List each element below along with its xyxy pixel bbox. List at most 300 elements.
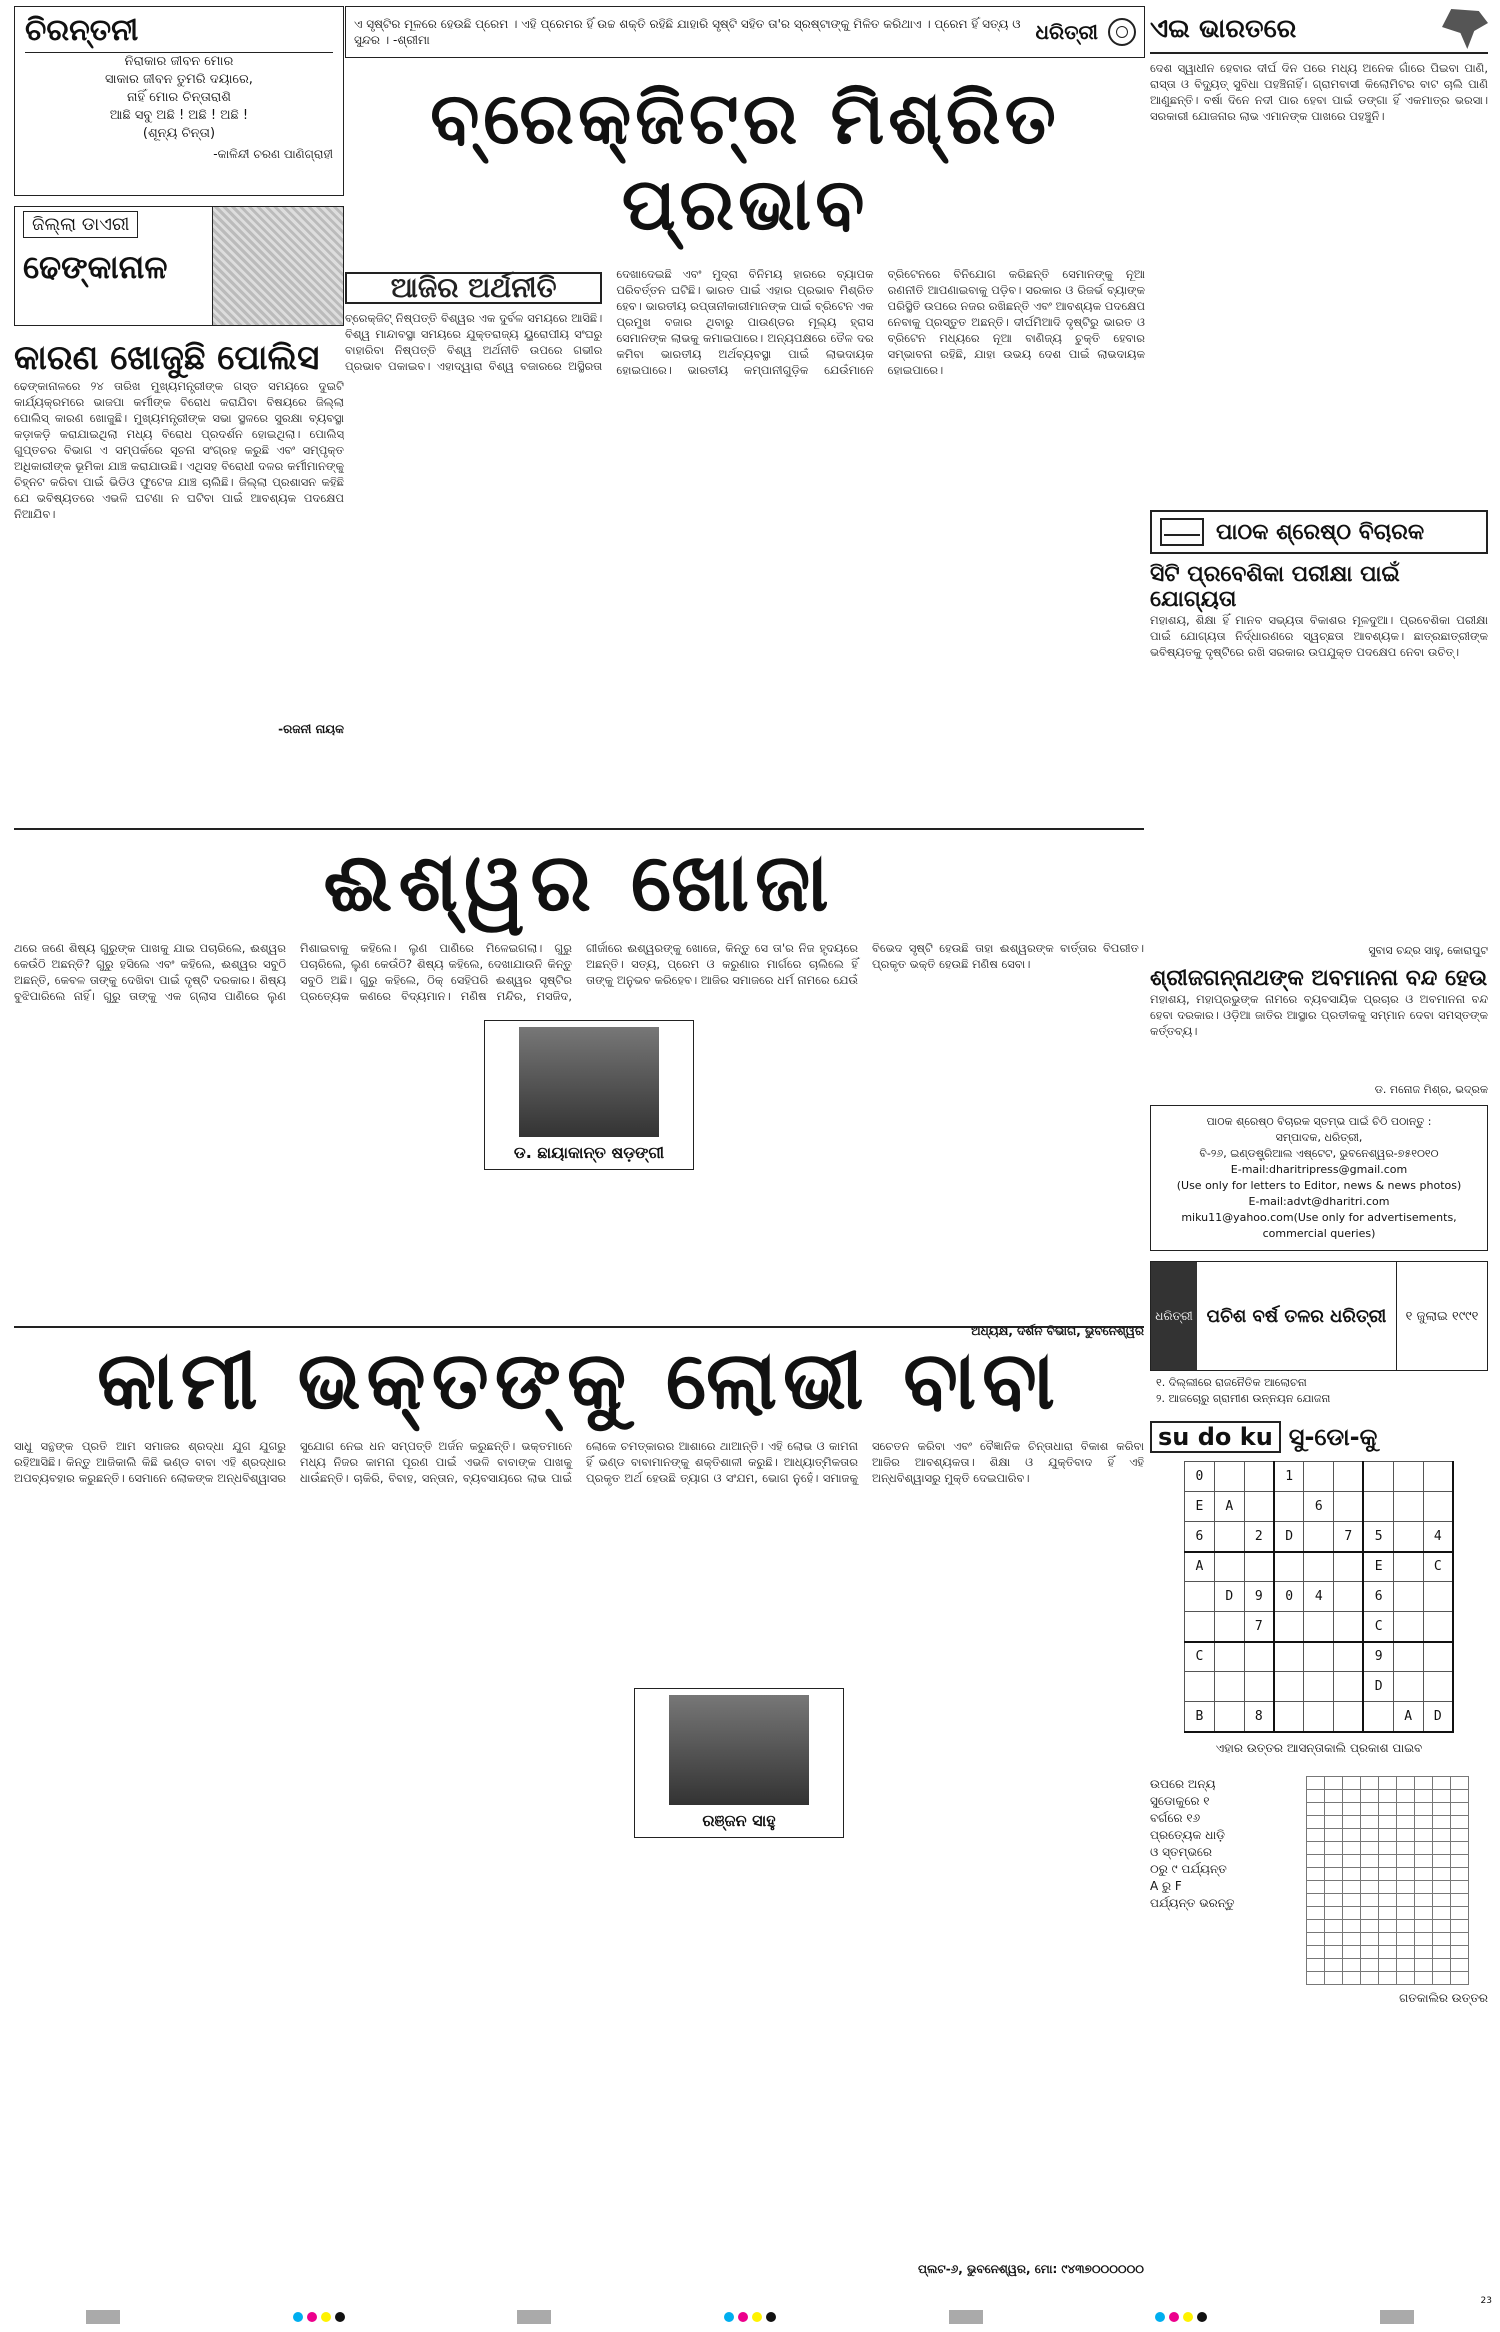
bottom-headline: କାମୀ ଭକ୍ତଙ୍କୁ ଲୋଭୀ ବାବା <box>97 1334 1061 1427</box>
poem-line: ସାକାର ଜୀବନ ତୁମରି ଦୟାରେ, <box>105 72 253 87</box>
address-line: ସମ୍ପାଦକ, ଧରିତ୍ରୀ, <box>1275 1131 1363 1144</box>
solution-cell <box>1379 1893 1397 1906</box>
solution-cell <box>1397 1971 1415 1984</box>
solution-cell <box>1379 1802 1397 1815</box>
wheel-icon <box>1108 18 1136 46</box>
author-address: ପ୍ଲଟ-୬, ଭୁବନେଶ୍ୱର, ମୋ: ୯୪୩୭୦୦୦୦୦୦ <box>918 2262 1144 2276</box>
solution-row <box>1307 1919 1469 1932</box>
sudoku-row <box>1185 1612 1454 1642</box>
sudoku-cell: 6 <box>1304 1492 1334 1522</box>
sudoku-cell <box>1423 1672 1453 1702</box>
solution-cell <box>1415 1854 1433 1867</box>
author-card <box>484 1020 694 1170</box>
poem-source: (ଶୂନ୍ୟ ଚିନ୍ତା) <box>142 126 216 141</box>
sudoku-row <box>1185 1492 1454 1522</box>
solution-cell <box>1397 1893 1415 1906</box>
sudoku-cell <box>1423 1642 1453 1672</box>
solution-row <box>1307 1971 1469 1984</box>
solution-row <box>1307 1932 1469 1945</box>
solution-cell <box>1325 1958 1343 1971</box>
solution-cell <box>1451 1841 1469 1854</box>
solution-cell <box>1415 1932 1433 1945</box>
sudoku-cell <box>1393 1672 1423 1702</box>
sudoku-cell: D <box>1214 1582 1244 1612</box>
sudoku-cell <box>1244 1642 1274 1672</box>
sudoku-cell <box>1214 1522 1244 1552</box>
sudoku-cell: D <box>1274 1522 1304 1552</box>
email-link[interactable]: E-mail:advt@dharitri.com <box>1248 1195 1390 1208</box>
solution-cell <box>1397 1802 1415 1815</box>
sudoku-cell <box>1274 1552 1304 1582</box>
sudoku-cell: 6 <box>1185 1522 1215 1552</box>
solution-row <box>1307 1828 1469 1841</box>
solution-cell <box>1361 1945 1379 1958</box>
solution-cell <box>1379 1971 1397 1984</box>
clue-line: ପ୍ରତ୍ୟେକ ଧାଡ଼ି <box>1150 1827 1225 1842</box>
solution-cell <box>1415 1971 1433 1984</box>
solution-cell <box>1325 1841 1343 1854</box>
solution-cell <box>1343 1932 1361 1945</box>
solution-cell <box>1379 1789 1397 1802</box>
address-line: ପାଠକ ଶ୍ରେଷ୍ଠ ବିଚାରକ ସ୍ତମ୍ଭ ପାଇଁ ଚିଠି ପଠାନ୍ତୁ : <box>1206 1115 1432 1128</box>
quote-text: ଏ ସୃଷ୍ଟିର ମୂଳରେ ହେଉଛି ପ୍ରେମ । ଏହି ପ୍ରେମର ହିଁ ଉଚ୍ଚ ଶକ୍ତି ରହିଛି ଯାହାରି ସୃଷ୍ଟି ସହିତ ତା'ର ସ୍ରଷ୍ଟାଙ୍କୁ ମିଳିତ କରିଥାଏ । ପ୍ରେମ ହିଁ ସତ୍ୟ ଓ ସୁନ୍ଦର । <box>354 17 1021 47</box>
page-number: 23 <box>1480 2296 1492 2306</box>
solution-cell <box>1397 1906 1415 1919</box>
solution-cell <box>1361 1880 1379 1893</box>
solution-cell <box>1397 1919 1415 1932</box>
sudoku-cell <box>1334 1492 1364 1522</box>
solution-cell <box>1325 1906 1343 1919</box>
solution-cell <box>1415 1841 1433 1854</box>
solution-cell <box>1343 1906 1361 1919</box>
solution-cell <box>1433 1867 1451 1880</box>
email-link[interactable]: E-mail:dharitripress@gmail.com <box>1230 1163 1408 1176</box>
sudoku-cell <box>1423 1612 1453 1642</box>
sudoku-cell <box>1393 1492 1423 1522</box>
solution-cell <box>1343 1958 1361 1971</box>
solution-cell <box>1307 1958 1325 1971</box>
letters-address-box <box>1150 1105 1488 1251</box>
top-headline: ବ୍ରେକ୍‌ଜିଟ୍‌ର ମିଶ୍ରିତ ପ୍ରଭାବ <box>430 76 1060 246</box>
sudoku-cell: A <box>1185 1552 1215 1582</box>
archive-list <box>1150 1371 1488 1411</box>
solution-cell <box>1397 1789 1415 1802</box>
solution-cell <box>1433 1919 1451 1932</box>
sudoku-cell <box>1334 1462 1364 1492</box>
solution-cell <box>1361 1919 1379 1932</box>
sudoku-cell <box>1214 1642 1244 1672</box>
solution-row <box>1307 1802 1469 1815</box>
bottom-article-body: ସାଧୁ ସନ୍ଥଙ୍କ ପ୍ରତି ଆମ ସମାଜର ଶ୍ରଦ୍ଧା ଯୁଗ ଯୁଗରୁ ରହିଆସିଛି। କିନ୍ତୁ ଆଜିକାଲି କିଛି ଭଣ୍ଡ ବାବା ଏହି ଶ୍ରଦ୍ଧାର ଅପବ୍ୟବହାର କରୁଛନ୍ତି। ସେମାନେ ଲୋକଙ୍କ ଅନ୍ଧବିଶ୍ୱାସର ସୁଯୋଗ ନେଇ ଧନ ସମ୍ପତ୍ତି ଅର୍ଜନ କରୁଛନ୍ତି। ଭକ୍ତମାନେ ମଧ୍ୟ ନିଜର କାମନା ପୂରଣ ପାଇଁ ଏଭଳି ବାବାଙ୍କ ପାଖକୁ ଧାଉଁଛନ୍ତି। ଚାକିରି, ବିବାହ, ସନ୍ତାନ, ବ୍ୟବସାୟରେ ଲାଭ ପାଇଁ ଲୋକେ ଚମତ୍କାରର ଆଶାରେ ଥାଆନ୍ତି। ଏହି ଲୋଭ ଓ କାମନା ହିଁ ଭଣ୍ଡ ବାବାମାନଙ୍କୁ ଶକ୍ତିଶାଳୀ କରୁଛି। ଆଧ୍ୟାତ୍ମିକତାର ପ୍ରକୃତ ଅର୍ଥ ହେଉଛି ତ୍ୟାଗ ଓ ସଂଯମ, ଭୋଗ ନୁହେଁ। ସମାଜକୁ ସଚେତନ କରିବା ଏବଂ ବୈଜ୍ଞାନିକ ଚିନ୍ତାଧାରା ବିକାଶ କରିବା ଆଜିର ଆବଶ୍ୟକତା। ଶିକ୍ଷା ଓ ଯୁକ୍ତିବାଦ ହିଁ ଏହି ଅନ୍ଧବିଶ୍ୱାସରୁ ମୁକ୍ତି ଦେଇପାରିବ। <box>14 1439 1144 1485</box>
letter-title: ଶ୍ରୀଜଗନ୍ନାଥଙ୍କ ଅବମାନନା ବନ୍ଦ ହେଉ <box>1150 966 1488 991</box>
solution-cell <box>1415 1828 1433 1841</box>
sudoku-cell: 0 <box>1185 1462 1215 1492</box>
solution-row <box>1307 1789 1469 1802</box>
district-news-headline: କାରଣ ଖୋଜୁଛି ପୋଲିସ <box>14 338 320 378</box>
right-section-title: ଏଇ ଭାରତରେ <box>1150 13 1297 44</box>
sudoku-cell: 4 <box>1304 1582 1334 1612</box>
solution-cell <box>1343 1945 1361 1958</box>
solution-cell <box>1451 1893 1469 1906</box>
sudoku-cell <box>1393 1642 1423 1672</box>
solution-cell <box>1451 1789 1469 1802</box>
sudoku-cell <box>1423 1492 1453 1522</box>
solution-cell <box>1379 1880 1397 1893</box>
diary-place: ଢେଙ୍କାନାଳ <box>23 248 168 286</box>
solution-cell <box>1433 1971 1451 1984</box>
sudoku-cell <box>1393 1612 1423 1642</box>
sudoku-cell: E <box>1363 1552 1393 1582</box>
archive-item: ୨. ଆଜଚୋରୁ ଗ୍ରାମୀଣ ଉନ୍ନୟନ ଯୋଜନା <box>1156 1392 1331 1405</box>
solution-cell <box>1433 1802 1451 1815</box>
solution-cell <box>1433 1932 1451 1945</box>
masthead-logo: ଧରିତ୍ରୀ <box>1035 20 1098 44</box>
clue-line: ସୁଡୋକୁରେ ୧ <box>1150 1793 1210 1808</box>
author-address: ଅଧ୍ୟକ୍ଷ, ଦର୍ଶନ ବିଭାଗ, ଭୁବନେଶ୍ୱର <box>971 1324 1144 1338</box>
solution-cell <box>1361 1906 1379 1919</box>
solution-cell <box>1415 1906 1433 1919</box>
solution-cell <box>1343 1776 1361 1789</box>
sudoku-cell <box>1304 1642 1334 1672</box>
solution-cell <box>1361 1841 1379 1854</box>
solution-cell <box>1343 1893 1361 1906</box>
solution-cell <box>1415 1789 1433 1802</box>
sudoku-row <box>1185 1462 1454 1492</box>
sudoku-row <box>1185 1672 1454 1702</box>
sudoku-cell <box>1214 1462 1244 1492</box>
solution-cell <box>1397 1932 1415 1945</box>
india-map-icon <box>1442 9 1488 49</box>
solution-row <box>1307 1945 1469 1958</box>
print-mark <box>517 2310 551 2324</box>
sudoku-cell: 9 <box>1244 1582 1274 1612</box>
solution-cell <box>1343 1802 1361 1815</box>
sudoku-cell <box>1304 1702 1334 1732</box>
sudoku-cell <box>1214 1612 1244 1642</box>
print-mark <box>86 2310 120 2324</box>
sudoku-row <box>1185 1522 1454 1552</box>
middle-article-body: ଥରେ ଜଣେ ଶିଷ୍ୟ ଗୁରୁଙ୍କ ପାଖକୁ ଯାଇ ପଚାରିଲେ, ଈଶ୍ୱର କେଉଁଠି ଅଛନ୍ତି? ଗୁରୁ ହସିଲେ ଏବଂ କହିଲେ, ଈଶ୍ୱର ସବୁଠି ଅଛନ୍ତି, କେବଳ ତାଙ୍କୁ ଦେଖିବା ପାଇଁ ଦୃଷ୍ଟି ଦରକାର। ଶିଷ୍ୟ ବୁଝିପାରିଲେ ନାହିଁ। ଗୁରୁ ତାଙ୍କୁ ଏକ ଗ୍ଲାସ ପାଣିରେ ଲୁଣ ମିଶାଇବାକୁ କହିଲେ। ଲୁଣ ପାଣିରେ ମିଳେଇଗଲା। ଗୁରୁ ପଚାରିଲେ, ଲୁଣ କେଉଁଠି? ଶିଷ୍ୟ କହିଲେ, ଦେଖାଯାଉନି କିନ୍ତୁ ସବୁଠି ଅଛି। ଗୁରୁ କହିଲେ, ଠିକ୍ ସେହିପରି ଈଶ୍ୱର ସୃଷ୍ଟିର ପ୍ରତ୍ୟେକ କଣରେ ବିଦ୍ୟମାନ। ମଣିଷ ମନ୍ଦିର, ମସଜିଦ, ଗୀର୍ଜାରେ ଈଶ୍ୱରଙ୍କୁ ଖୋଜେ, କିନ୍ତୁ ସେ ତା'ର ନିଜ ହୃଦୟରେ ଅଛନ୍ତି। ସତ୍ୟ, ପ୍ରେମ ଓ କରୁଣାର ମାର୍ଗରେ ଚାଲିଲେ ହିଁ ତାଙ୍କୁ ଅନୁଭବ କରିହେବ। ଆଜିର ସମାଜରେ ଧର୍ମ ନାମରେ ଯେଉଁ ବିଭେଦ ସୃଷ୍ଟି ହେଉଛି ତାହା ଈଶ୍ୱରଙ୍କ ବାର୍ତ୍ତାର ବିପରୀତ। ପ୍ରକୃତ ଭକ୍ତି ହେଉଛି ମଣିଷ ସେବା। <box>14 941 1144 1003</box>
solution-row <box>1307 1854 1469 1867</box>
quote-author: -ଶ୍ରୀମା <box>393 33 430 47</box>
solution-cell <box>1325 1815 1343 1828</box>
solution-cell <box>1343 1854 1361 1867</box>
solution-cell <box>1361 1776 1379 1789</box>
right-column <box>1150 6 1488 2006</box>
address-line: (Use only for letters to Editor, news & news photos) <box>1176 1179 1462 1192</box>
solution-cell <box>1379 1919 1397 1932</box>
sudoku-cell: 8 <box>1244 1702 1274 1732</box>
sudoku-cell <box>1363 1462 1393 1492</box>
archive-logo: ଧରିତ୍ରୀ <box>1151 1262 1197 1370</box>
archive-label: ପଚିଶ ବର୍ଷ ତଳର ଧରିତ୍ରୀ <box>1197 1262 1397 1370</box>
sudoku-cell <box>1214 1552 1244 1582</box>
solution-cell <box>1415 1893 1433 1906</box>
quote-strip <box>345 6 1145 58</box>
sudoku-cell <box>1304 1522 1334 1552</box>
solution-cell <box>1433 1776 1451 1789</box>
author-photo <box>519 1027 659 1137</box>
bottom-article <box>14 1326 1144 2277</box>
address-line: ବି-୨୬, ଇଣ୍ଡଷ୍ଟ୍ରିଆଲ ଏଷ୍ଟେଟ, ଭୁବନେଶ୍ୱର-୭୫୧୦୧୦ <box>1199 1147 1439 1160</box>
sudoku-row <box>1185 1702 1454 1732</box>
sudoku-cell <box>1423 1582 1453 1612</box>
sudoku-cell: E <box>1185 1492 1215 1522</box>
sudoku-cell <box>1185 1582 1215 1612</box>
solution-cell <box>1325 1867 1343 1880</box>
archive-date: ୧ ଜୁଲାଇ ୧୯୯୧ <box>1405 1308 1479 1324</box>
sudoku-cell <box>1334 1552 1364 1582</box>
solution-cell <box>1397 1945 1415 1958</box>
solution-cell <box>1397 1828 1415 1841</box>
solution-cell <box>1361 1828 1379 1841</box>
solution-cell <box>1451 1828 1469 1841</box>
solution-cell <box>1433 1854 1451 1867</box>
print-registration-marks <box>0 2306 1500 2328</box>
sudoku-brand: su do ku <box>1150 1421 1281 1453</box>
solution-cell <box>1361 1958 1379 1971</box>
solution-cell <box>1397 1880 1415 1893</box>
sudoku-cell <box>1304 1552 1334 1582</box>
solution-row <box>1307 1815 1469 1828</box>
sudoku-cell <box>1244 1462 1274 1492</box>
solution-cell <box>1415 1867 1433 1880</box>
solution-cell <box>1451 1906 1469 1919</box>
sudoku-cell <box>1334 1672 1364 1702</box>
letters-banner <box>1150 510 1488 554</box>
sudoku-cell: 1 <box>1274 1462 1304 1492</box>
solution-cell <box>1361 1802 1379 1815</box>
solution-cell <box>1397 1854 1415 1867</box>
sudoku-cell <box>1363 1702 1393 1732</box>
solution-cell <box>1361 1893 1379 1906</box>
right-section-body: ଦେଶ ସ୍ୱାଧୀନ ହେବାର ଦୀର୍ଘ ଦିନ ପରେ ମଧ୍ୟ ଅନେକ ଗାଁରେ ପିଇବା ପାଣି, ରାସ୍ତା ଓ ବିଦ୍ୟୁତ୍ ସୁବିଧା ପହଞ୍ଚିନାହିଁ। ଗ୍ରାମବାସୀ କିଲୋମିଟର ବାଟ ଚାଲି ପାଣି ଆଣୁଛନ୍ତି। ବର୍ଷା ଦିନେ ନଦୀ ପାର ହେବା ପାଇଁ ଡଙ୍ଗା ହିଁ ଏକମାତ୍ର ଭରସା। ସରକାରୀ ଯୋଜନାର ଲାଭ ଏମାନଙ୍କ ପାଖରେ ପହଞ୍ଚୁନି। <box>1150 61 1488 123</box>
solution-cell <box>1307 1828 1325 1841</box>
solution-cell <box>1397 1958 1415 1971</box>
sudoku-header <box>1150 1421 1488 1453</box>
solution-row <box>1307 1841 1469 1854</box>
solution-cell <box>1451 1776 1469 1789</box>
solution-row <box>1307 1906 1469 1919</box>
solution-cell <box>1343 1867 1361 1880</box>
solution-cell <box>1307 1971 1325 1984</box>
sudoku-grid <box>1184 1461 1454 1733</box>
solution-cell <box>1415 1880 1433 1893</box>
sudoku-cell <box>1304 1612 1334 1642</box>
sudoku-cell <box>1274 1702 1304 1732</box>
solution-row <box>1307 1776 1469 1789</box>
sudoku-cell <box>1334 1642 1364 1672</box>
solution-cell <box>1379 1776 1397 1789</box>
solution-cell <box>1361 1815 1379 1828</box>
solution-cell <box>1307 1854 1325 1867</box>
sudoku-cell <box>1393 1462 1423 1492</box>
sudoku-cell: D <box>1423 1702 1453 1732</box>
sudoku-cell <box>1214 1702 1244 1732</box>
poem-author: -କାଳିନ୍ଦୀ ଚରଣ ପାଣିଗ୍ରାହୀ <box>213 147 333 161</box>
clue-line: ଉପରେ ଅନ୍ୟ <box>1150 1776 1216 1791</box>
sudoku-cell <box>1244 1672 1274 1702</box>
solution-cell <box>1361 1789 1379 1802</box>
solution-cell <box>1361 1867 1379 1880</box>
solution-cell <box>1415 1945 1433 1958</box>
left-column <box>14 6 344 737</box>
solution-cell <box>1325 1789 1343 1802</box>
solution-cell <box>1451 1802 1469 1815</box>
letters-banner-title: ପାଠକ ଶ୍ରେଷ୍ଠ ବିଚାରକ <box>1216 519 1425 545</box>
letter-body: ମହାଶୟ, ଶିକ୍ଷା ହିଁ ମାନବ ସଭ୍ୟତା ବିକାଶର ମୂଳଦୁଆ। ପ୍ରବେଶିକା ପରୀକ୍ଷା ପାଇଁ ଯୋଗ୍ୟତା ନିର୍ଦ୍ଧାରଣରେ ସ୍ୱଚ୍ଛତା ଆବଶ୍ୟକ। ଛାତ୍ରଛାତ୍ରୀଙ୍କ ଭବିଷ୍ୟତକୁ ଦୃଷ୍ଟିରେ ରଖି ସରକାର ଉପଯୁକ୍ତ ପଦକ୍ଷେପ ନେବା ଉଚିତ୍। <box>1150 613 1488 659</box>
poem-line: ନାହିଁ ମୋର ଚିନ୍ତାରାଶି <box>127 90 231 105</box>
solution-cell <box>1343 1828 1361 1841</box>
solution-cell <box>1397 1776 1415 1789</box>
solution-cell <box>1379 1958 1397 1971</box>
sudoku-cell <box>1334 1582 1364 1612</box>
sudoku-cell <box>1363 1492 1393 1522</box>
letter-body: ମହାଶୟ, ମହାପ୍ରଭୁଙ୍କ ନାମରେ ବ୍ୟବସାୟିକ ପ୍ରଚାର ଓ ଅବମାନନା ବନ୍ଦ ହେବା ଦରକାର। ଓଡ଼ିଆ ଜାତିର ଆସ୍ଥାର ପ୍ରତୀକକୁ ସମ୍ମାନ ଦେବା ସମସ୍ତଙ୍କ କର୍ତ୍ତବ୍ୟ। <box>1150 992 1488 1038</box>
solution-cell <box>1433 1906 1451 1919</box>
sudoku-cell: A <box>1214 1492 1244 1522</box>
top-article-body <box>345 266 1145 736</box>
sudoku-cell <box>1304 1672 1334 1702</box>
solution-cell <box>1433 1945 1451 1958</box>
solution-cell <box>1415 1958 1433 1971</box>
district-news-reporter: -ରଜନୀ ନାୟକ <box>278 722 344 736</box>
middle-article <box>14 828 1144 1339</box>
sudoku-cell <box>1274 1492 1304 1522</box>
solution-cell <box>1343 1971 1361 1984</box>
sudoku-title: ସୁ-ଡୋ-କୁ <box>1288 1423 1378 1451</box>
temple-photo <box>212 207 343 325</box>
solution-cell <box>1307 1776 1325 1789</box>
right-section-header <box>1150 6 1488 54</box>
sudoku-cell: C <box>1363 1612 1393 1642</box>
sudoku-row <box>1185 1552 1454 1582</box>
sudoku-cell <box>1423 1462 1453 1492</box>
color-registration-dots <box>1155 2312 1207 2322</box>
poem-box <box>14 6 344 196</box>
sudoku-cell <box>1304 1462 1334 1492</box>
solution-cell <box>1379 1867 1397 1880</box>
sudoku-cell: 7 <box>1334 1522 1364 1552</box>
archive-item: ୧. ଦିଲ୍ଲୀରେ ରାଜନୈତିକ ଆଲୋଚନା <box>1156 1376 1307 1389</box>
solution-cell <box>1451 1880 1469 1893</box>
solution-cell <box>1397 1841 1415 1854</box>
address-line: miku11@yahoo.com(Use only for advertisements, commercial queries) <box>1181 1211 1457 1240</box>
solution-grid <box>1306 1776 1469 1985</box>
solution-cell <box>1433 1789 1451 1802</box>
solution-cell <box>1415 1815 1433 1828</box>
sudoku-clues <box>1150 1776 1300 1985</box>
solution-cell <box>1307 1867 1325 1880</box>
sudoku-cell: 6 <box>1363 1582 1393 1612</box>
solution-cell <box>1433 1958 1451 1971</box>
solution-cell <box>1325 1828 1343 1841</box>
solution-cell <box>1379 1828 1397 1841</box>
clue-line: ବର୍ଗରେ ୧୬ <box>1150 1810 1201 1825</box>
solution-cell <box>1361 1854 1379 1867</box>
solution-cell <box>1343 1815 1361 1828</box>
solution-cell <box>1307 1789 1325 1802</box>
color-registration-dots <box>293 2312 345 2322</box>
solution-cell <box>1379 1945 1397 1958</box>
solution-cell <box>1361 1932 1379 1945</box>
sudoku-cell: C <box>1185 1642 1215 1672</box>
author-photo <box>669 1695 809 1805</box>
solution-cell <box>1433 1880 1451 1893</box>
top-article <box>345 6 1145 736</box>
solution-cell <box>1343 1789 1361 1802</box>
solution-cell <box>1361 1971 1379 1984</box>
solution-cell <box>1307 1945 1325 1958</box>
solution-cell <box>1451 1815 1469 1828</box>
solution-cell <box>1307 1802 1325 1815</box>
solution-cell <box>1451 1945 1469 1958</box>
clue-line: ଓ ସ୍ତମ୍ଭରେ <box>1150 1844 1212 1859</box>
sudoku-cell: B <box>1185 1702 1215 1732</box>
solution-cell <box>1379 1854 1397 1867</box>
author-name: ଡ. ଛାୟାକାନ୍ତ ଷଡ଼ଙ୍ଗୀ <box>513 1143 665 1162</box>
sudoku-cell <box>1214 1672 1244 1702</box>
sudoku-cell <box>1274 1672 1304 1702</box>
poem-line: ଆଛି ସବୁ ଅଛି ! ଅଛି ! ଅଛି ! <box>109 108 249 123</box>
clue-line: ପର୍ଯ୍ୟନ୍ତ ଭରନ୍ତୁ <box>1150 1895 1235 1910</box>
solution-cell <box>1451 1958 1469 1971</box>
solution-cell <box>1343 1880 1361 1893</box>
solution-cell <box>1451 1932 1469 1945</box>
sudoku-note: ଏହାର ଉତ୍ତର ଆସନ୍ତାକାଲି ପ୍ରକାଶ ପାଇବ <box>1215 1740 1423 1755</box>
solution-cell <box>1379 1906 1397 1919</box>
sudoku-cell: 4 <box>1423 1522 1453 1552</box>
solution-row <box>1307 1880 1469 1893</box>
sudoku-cell: A <box>1393 1702 1423 1732</box>
solution-row <box>1307 1893 1469 1906</box>
print-mark <box>1380 2310 1414 2324</box>
diary-label: ଜିଲ୍ଲା ଡାଏରୀ <box>23 211 138 238</box>
solution-cell <box>1325 1854 1343 1867</box>
solution-cell <box>1415 1919 1433 1932</box>
sudoku-cell: D <box>1363 1672 1393 1702</box>
middle-headline: ଈଶ୍ୱର ଖୋଜା <box>323 836 835 929</box>
solution-row <box>1307 1867 1469 1880</box>
solution-cell <box>1451 1971 1469 1984</box>
sudoku-cell <box>1334 1702 1364 1732</box>
sudoku-cell <box>1393 1552 1423 1582</box>
solution-cell <box>1397 1815 1415 1828</box>
sudoku-cell: C <box>1423 1552 1453 1582</box>
archive-box <box>1150 1261 1488 1371</box>
sudoku-cell <box>1393 1522 1423 1552</box>
sudoku-cell: 5 <box>1363 1522 1393 1552</box>
solution-cell <box>1451 1854 1469 1867</box>
solution-cell <box>1325 1802 1343 1815</box>
top-article-text: ବ୍ରେକ୍‌ଜିଟ୍ ନିଷ୍ପତ୍ତି ବିଶ୍ୱର ଏକ ଦୁର୍ବଳ ସମୟରେ ଆସିଛି। ବିଶ୍ୱ ମାନ୍ଦାବସ୍ଥା ସମୟରେ ଯୁକ୍ତରାଜ୍ୟ ୟୁରୋପୀୟ ସଂଘରୁ ବାହାରିବା ନିଷ୍ପତ୍ତି ବିଶ୍ୱ ଅର୍ଥନୀତି ଉପରେ ଗଭୀର ପ୍ରଭାବ ପକାଇବ। ଏହାଦ୍ୱାରା ବିଶ୍ୱ ବଜାରରେ ଅସ୍ଥିରତା ଦେଖାଦେଇଛି ଏବଂ ମୁଦ୍ରା ବିନିମୟ ହାରରେ ବ୍ୟାପକ ପରିବର୍ତ୍ତନ ଘଟିଛି। ଭାରତ ପାଇଁ ଏହାର ପ୍ରଭାବ ମିଶ୍ରିତ ହେବ। ଭାରତୀୟ ରପ୍ତାନୀକାରୀମାନଙ୍କ ପାଇଁ ବ୍ରିଟେନ ଏକ ପ୍ରମୁଖ ବଜାର ଥିବାରୁ ପାଉଣ୍ଡର ମୂଲ୍ୟ ହ୍ରାସ ସେମାନଙ୍କ ଲାଭକୁ କମାଇପାରେ। ଅନ୍ୟପକ୍ଷରେ ତୈଳ ଦର କମିବା ଭାରତୀୟ ଅର୍ଥବ୍ୟବସ୍ଥା ପାଇଁ ଲାଭଦାୟକ ହୋଇପାରେ। ଭାରତୀୟ କମ୍ପାନୀଗୁଡ଼ିକ ଯେଉଁମାନେ ବ୍ରିଟେନରେ ବିନିଯୋଗ କରିଛନ୍ତି ସେମାନଙ୍କୁ ନୂଆ ରଣନୀତି ଆପଣାଇବାକୁ ପଡ଼ିବ। ସରକାର ଓ ରିଜର୍ଭ ବ୍ୟାଙ୍କ ପରିସ୍ଥିତି ଉପରେ ନଜର ରଖିଛନ୍ତି ଏବଂ ଆବଶ୍ୟକ ପଦକ୍ଷେପ ନେବାକୁ ପ୍ରସ୍ତୁତ ଅଛନ୍ତି। ଦୀର୍ଘମିଆଦି ଦୃଷ୍ଟିରୁ ଭାରତ ଓ ବ୍ରିଟେନ ମଧ୍ୟରେ ନୂଆ ବାଣିଜ୍ୟ ଚୁକ୍ତି ହେବାର ସମ୍ଭାବନା ରହିଛି, ଯାହା ଉଭୟ ଦେଶ ପାଇଁ ଲାଭଦାୟକ ହୋଇପାରେ। <box>345 267 1145 377</box>
solution-cell <box>1307 1841 1325 1854</box>
sudoku-cell <box>1274 1612 1304 1642</box>
sudoku-cell: 7 <box>1244 1612 1274 1642</box>
sudoku-cell <box>1244 1492 1274 1522</box>
solution-cell <box>1451 1867 1469 1880</box>
solution-cell <box>1325 1971 1343 1984</box>
solution-cell <box>1379 1815 1397 1828</box>
section-tag: ଆଜିର ଅର୍ଥନୀତି <box>345 272 602 304</box>
sudoku-row <box>1185 1582 1454 1612</box>
sudoku-cell <box>1244 1552 1274 1582</box>
solution-cell <box>1307 1880 1325 1893</box>
solution-cell <box>1343 1919 1361 1932</box>
district-news-body: ଢେଙ୍କାନାଳରେ ୨୪ ତାରିଖ ମୁଖ୍ୟମନ୍ତ୍ରୀଙ୍କ ଗସ୍ତ ସମୟରେ ଦୁଇଟି କାର୍ଯ୍ୟକ୍ରମରେ ଭାଜପା କର୍ମୀଙ୍କ ବିରୋଧ କରାଯିବା ବିଷୟରେ ଜିଲ୍ଲା ପୋଲିସ୍ କାରଣ ଖୋଜୁଛି। ମୁଖ୍ୟମନ୍ତ୍ରୀଙ୍କ ସଭା ସ୍ଥଳରେ ସୁରକ୍ଷା ବ୍ୟବସ୍ଥା କଡ଼ାକଡ଼ି କରାଯାଇଥିଲା ମଧ୍ୟ ବିରୋଧ ପ୍ରଦର୍ଶନ ହୋଇଥିଲା। ପୋଲିସ୍ ଗୁପ୍ତଚର ବିଭାଗ ଏ ସମ୍ପର୍କରେ ସୂଚନା ସଂଗ୍ରହ କରୁଛି ଏବଂ ସମ୍ପୃକ୍ତ ଅଧିକାରୀଙ୍କ ଭୂମିକା ଯାଞ୍ଚ କରାଯାଉଛି। ଏଥିସହ ବିରୋଧୀ ଦଳର କର୍ମୀମାନଙ୍କୁ ଚିହ୍ନଟ କରିବା ପାଇଁ ଭିଡିଓ ଫୁଟେଜ ଯାଞ୍ଚ ଚାଲିଛି। ଜିଲ୍ଲା ପ୍ରଶାସନ କହିଛି ଯେ ଭବିଷ୍ୟତରେ ଏଭଳି ଘଟଣା ନ ଘଟିବା ପାଇଁ ଆବଶ୍ୟକ ପଦକ୍ଷେପ ନିଆଯିବ। <box>14 379 344 521</box>
solution-cell <box>1307 1919 1325 1932</box>
author-card <box>634 1688 844 1838</box>
